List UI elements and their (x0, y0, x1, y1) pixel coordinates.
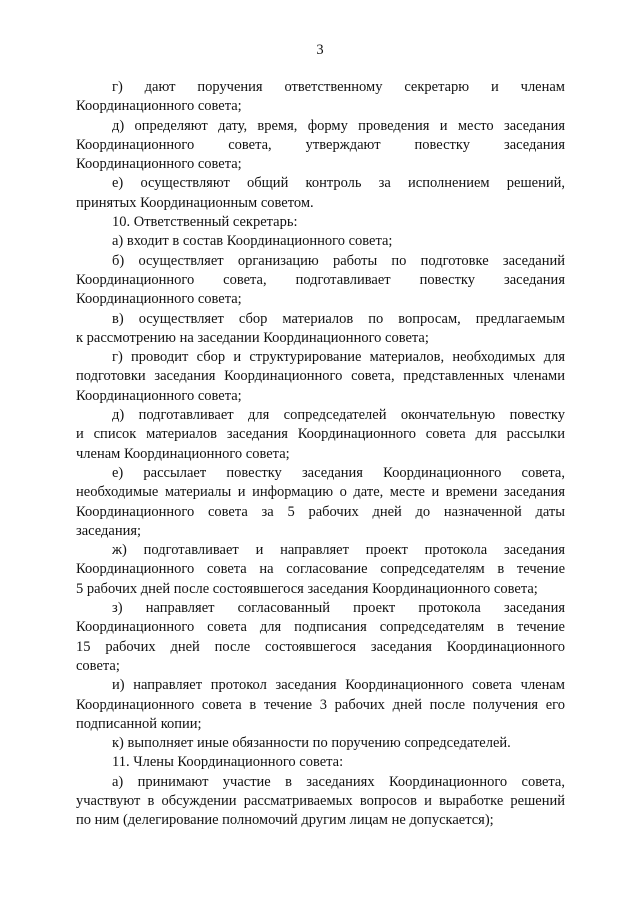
paragraph-line: г) дают поручения ответственному секретарю и членам (112, 79, 565, 95)
paragraph (76, 541, 565, 599)
paragraph-line: членам Координационного совета; (76, 445, 290, 462)
paragraph-line: к рассмотрению на заседании Координационного совета; (76, 329, 429, 346)
paragraph (76, 753, 565, 772)
paragraph-line: необходимые материалы и информацию о дате, месте и времени заседания (76, 484, 565, 501)
paragraph-line: Координационного совета; (76, 291, 242, 308)
paragraph (76, 734, 565, 753)
page-number: 3 (316, 42, 324, 58)
paragraph-line: подписанной копии; (76, 715, 202, 732)
paragraph-line: Координационного совета на согласование сопредседателям в течение (76, 561, 565, 578)
paragraph (76, 117, 565, 175)
paragraph (76, 232, 565, 251)
paragraph-line: Координационного совета за 5 рабочих дней до назначенной даты (76, 503, 565, 520)
paragraph-line: Координационного совета, подготавливает повестку заседания (76, 271, 565, 288)
paragraph-line: 15 рабочих дней после состоявшегося заседания Координационного (76, 638, 565, 655)
paragraph-line: г) проводит сбор и структурирование материалов, необходимых для (112, 349, 565, 366)
paragraph-line: Координационного совета, утверждают повестку заседания (76, 136, 565, 153)
paragraph-line: участвуют в обсуждении рассматриваемых вопросов и выработке решений (76, 792, 565, 809)
paragraph (76, 676, 565, 734)
paragraph (76, 348, 565, 406)
paragraph-line: е) рассылает повестку заседания Координационного совета, (112, 464, 565, 481)
paragraph (76, 310, 565, 349)
paragraph (76, 174, 565, 213)
paragraph-line: е) осуществляют общий контроль за исполнением решений, (112, 175, 565, 192)
paragraph-line: принятых Координационным советом. (76, 194, 314, 211)
paragraph-line: Координационного совета; (76, 98, 242, 115)
paragraph (76, 599, 565, 676)
paragraph-line: и) направляет протокол заседания Координационного совета членам (112, 677, 565, 694)
paragraph-line: б) осуществляет организацию работы по подготовке заседаний (112, 252, 565, 269)
paragraph-line: заседания; (76, 522, 142, 539)
paragraph-line: в) осуществляет сбор материалов по вопросам, предлагаемым (112, 310, 565, 327)
paragraph (76, 406, 565, 464)
paragraph (76, 773, 565, 831)
paragraph-line: а) входит в состав Координационного совета; (112, 233, 393, 250)
paragraph-line: д) подготавливает для сопредседателей окончательную повестку (112, 407, 565, 424)
paragraph-line: 11. Члены Координационного совета: (112, 754, 344, 771)
paragraph-line: к) выполняет иные обязанности по поручению сопредседателей. (112, 735, 511, 752)
paragraph-line: по ним (делегирование полномочий другим лицам не допускается); (76, 812, 494, 829)
paragraph (76, 213, 565, 232)
paragraph (76, 252, 565, 310)
paragraph-line: подготовки заседания Координационного совета, представленных членами (76, 368, 565, 385)
paragraph-line: Координационного совета; (76, 156, 242, 173)
paragraph-line: ж) подготавливает и направляет проект протокола заседания (112, 542, 565, 559)
paragraph-line: д) определяют дату, время, форму проведения и место заседания (112, 117, 565, 134)
paragraph-line: 5 рабочих дней после состоявшегося заседания Координационного совета; (76, 580, 538, 597)
document-body (76, 78, 565, 831)
paragraph-line: Координационного совета в течение 3 рабочих дней после получения его (76, 696, 565, 713)
paragraph-line: совета; (76, 657, 120, 674)
paragraph (76, 78, 565, 117)
paragraph-line: Координационного совета; (76, 387, 242, 404)
paragraph-line: Координационного совета для подписания сопредседателям в течение (76, 619, 565, 636)
paragraph-line: з) направляет согласованный проект протокола заседания (112, 600, 565, 617)
paragraph (76, 464, 565, 541)
paragraph-line: а) принимают участие в заседаниях Координационного совета, (112, 773, 565, 790)
paragraph-line: и список материалов заседания Координационного совета для рассылки (76, 426, 565, 443)
paragraph-line: 10. Ответственный секретарь: (112, 214, 298, 231)
